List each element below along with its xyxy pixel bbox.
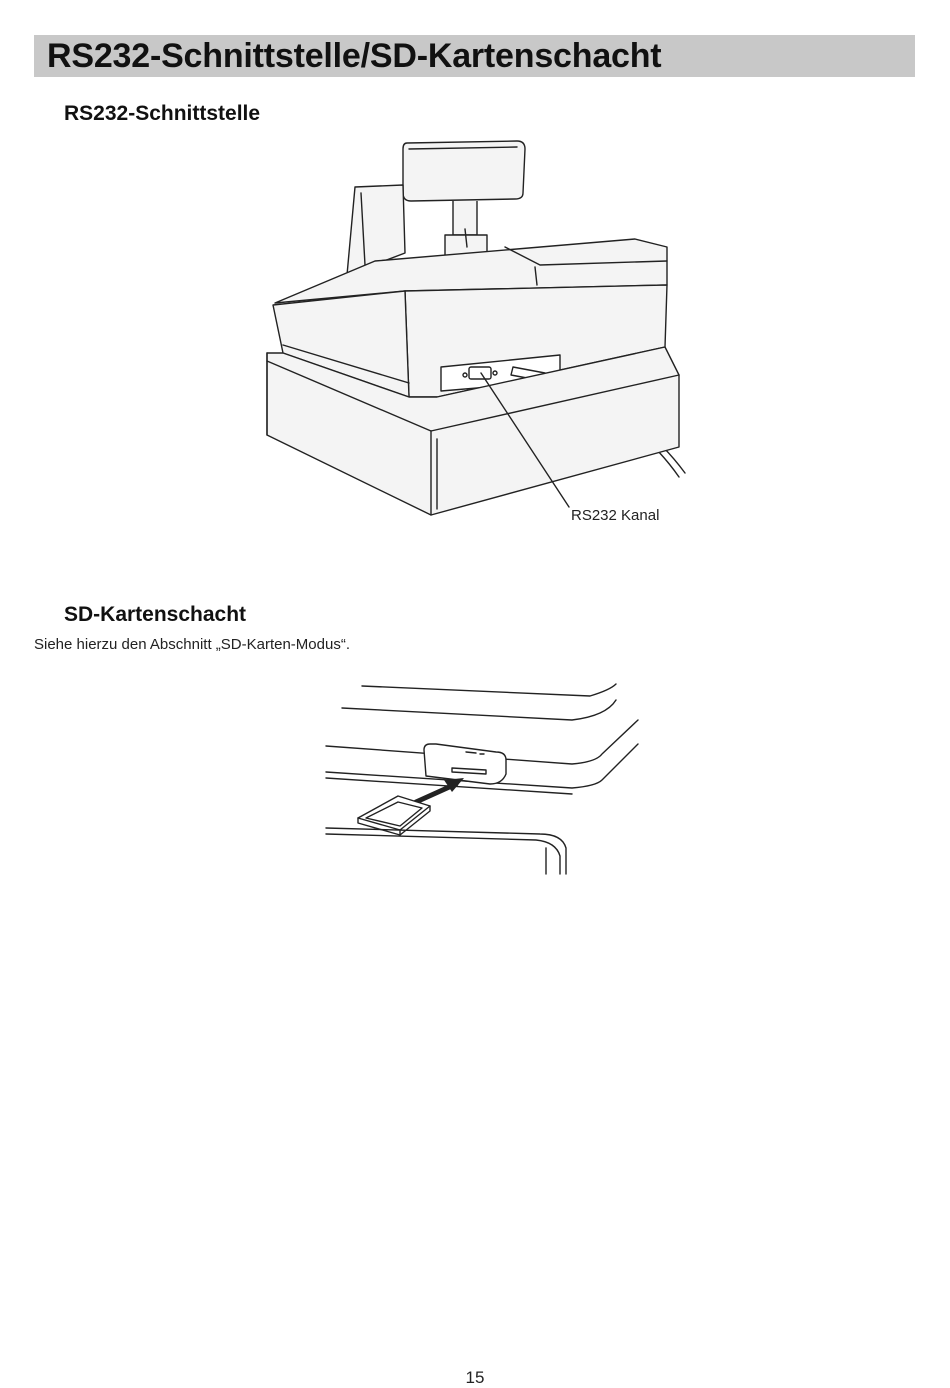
page-number: 15 <box>465 1368 485 1387</box>
page-title: RS232-Schnittstelle/SD-Kartenschacht <box>47 37 662 75</box>
rs232-callout-label: RS232 Kanal <box>571 507 660 524</box>
section-heading-sd: SD-Kartenschacht <box>64 603 247 626</box>
sd-card-slot-illustration <box>320 680 650 880</box>
section-heading-rs232: RS232-Schnittstelle <box>64 102 261 125</box>
cash-register-illustration <box>255 135 695 530</box>
sd-reference-text: Siehe hierzu den Abschnitt „SD-Karten-Modus“. <box>34 636 350 653</box>
title-bar <box>34 35 915 77</box>
